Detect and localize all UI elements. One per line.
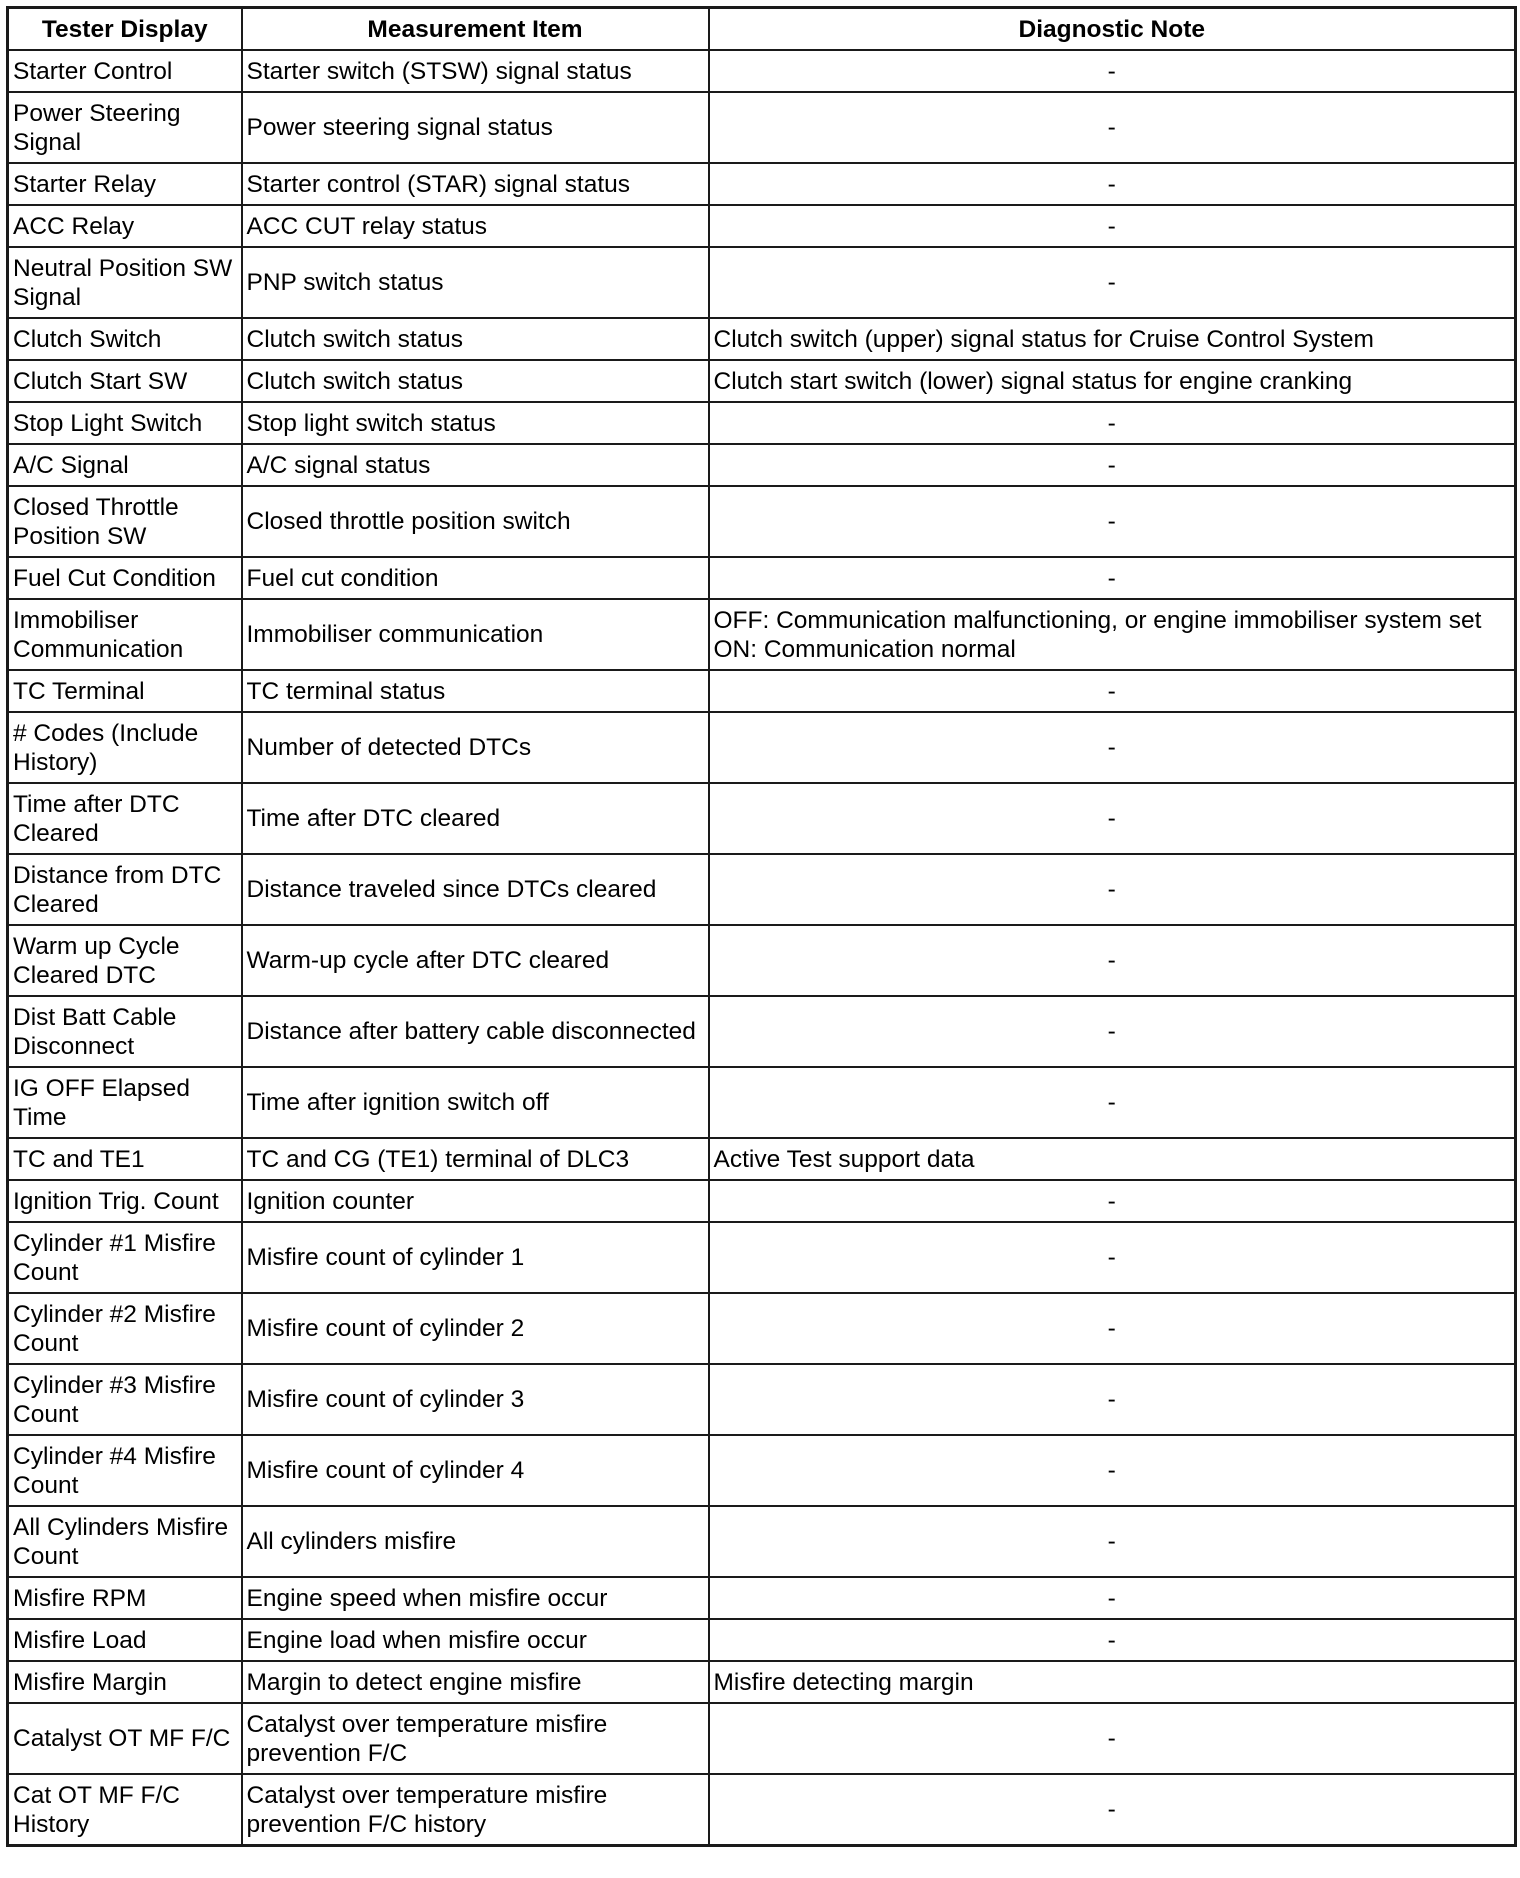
measurement-item-cell: Distance after battery cable disconnected	[242, 996, 709, 1067]
measurement-item-cell: Time after ignition switch off	[242, 1067, 709, 1138]
tester-display-cell: Dist Batt Cable Disconnect	[8, 996, 242, 1067]
tester-display-cell: Cat OT MF F/C History	[8, 1774, 242, 1846]
diagnostic-note-cell: Clutch start switch (lower) signal status for engine cranking	[709, 360, 1516, 402]
table-row	[8, 996, 1516, 1067]
diagnostic-note-cell: Clutch switch (upper) signal status for Cruise Control System	[709, 318, 1516, 360]
diagnostic-note-cell: -	[709, 996, 1516, 1067]
diagnostic-note-cell: -	[709, 783, 1516, 854]
tester-display-cell: Cylinder #4 Misfire Count	[8, 1435, 242, 1506]
diagnostic-note-cell: -	[709, 1435, 1516, 1506]
tester-display-cell: Starter Control	[8, 50, 242, 92]
tester-display-cell: Stop Light Switch	[8, 402, 242, 444]
measurement-item-cell: Catalyst over temperature misfire prevention F/C	[242, 1703, 709, 1774]
table-row	[8, 163, 1516, 205]
table-row	[8, 670, 1516, 712]
diagnostic-note-cell: -	[709, 402, 1516, 444]
measurement-item-cell: All cylinders misfire	[242, 1506, 709, 1577]
tester-display-cell: Cylinder #2 Misfire Count	[8, 1293, 242, 1364]
diagnostic-note-cell: -	[709, 557, 1516, 599]
tester-display-cell: Cylinder #1 Misfire Count	[8, 1222, 242, 1293]
table-row	[8, 205, 1516, 247]
header-tester-display: Tester Display	[8, 8, 242, 51]
data-list-table	[6, 6, 1517, 1847]
tester-display-cell: ACC Relay	[8, 205, 242, 247]
tester-display-cell: IG OFF Elapsed Time	[8, 1067, 242, 1138]
tester-display-cell: Misfire Load	[8, 1619, 242, 1661]
diagnostic-note-cell: -	[709, 205, 1516, 247]
tester-display-cell: Closed Throttle Position SW	[8, 486, 242, 557]
table-row	[8, 1067, 1516, 1138]
tester-display-cell: Warm up Cycle Cleared DTC	[8, 925, 242, 996]
table-row	[8, 1703, 1516, 1774]
diagnostic-note-cell: -	[709, 1293, 1516, 1364]
measurement-item-cell: A/C signal status	[242, 444, 709, 486]
table-row	[8, 50, 1516, 92]
table-row	[8, 318, 1516, 360]
table-row	[8, 783, 1516, 854]
diagnostic-note-cell: -	[709, 1180, 1516, 1222]
document-page	[6, 6, 1514, 1847]
measurement-item-cell: Clutch switch status	[242, 360, 709, 402]
diagnostic-note-cell: -	[709, 247, 1516, 318]
tester-display-cell: Power Steering Signal	[8, 92, 242, 163]
measurement-item-cell: Margin to detect engine misfire	[242, 1661, 709, 1703]
measurement-item-cell: Starter switch (STSW) signal status	[242, 50, 709, 92]
tester-display-cell: Clutch Switch	[8, 318, 242, 360]
table-row	[8, 402, 1516, 444]
tester-display-cell: Ignition Trig. Count	[8, 1180, 242, 1222]
table-row	[8, 360, 1516, 402]
diagnostic-note-cell: -	[709, 1577, 1516, 1619]
measurement-item-cell: PNP switch status	[242, 247, 709, 318]
tester-display-cell: Catalyst OT MF F/C	[8, 1703, 242, 1774]
measurement-item-cell: Clutch switch status	[242, 318, 709, 360]
diagnostic-note-cell: -	[709, 1619, 1516, 1661]
measurement-item-cell: Engine load when misfire occur	[242, 1619, 709, 1661]
tester-display-cell: TC and TE1	[8, 1138, 242, 1180]
tester-display-cell: A/C Signal	[8, 444, 242, 486]
table-row	[8, 1364, 1516, 1435]
table-row	[8, 854, 1516, 925]
measurement-item-cell: Misfire count of cylinder 3	[242, 1364, 709, 1435]
table-row	[8, 444, 1516, 486]
measurement-item-cell: Closed throttle position switch	[242, 486, 709, 557]
header-diagnostic-note: Diagnostic Note	[709, 8, 1516, 51]
table-row	[8, 1293, 1516, 1364]
measurement-item-cell: Time after DTC cleared	[242, 783, 709, 854]
header-measurement-item: Measurement Item	[242, 8, 709, 51]
diagnostic-note-cell: -	[709, 1774, 1516, 1846]
tester-display-cell: Clutch Start SW	[8, 360, 242, 402]
table-row	[8, 557, 1516, 599]
diagnostic-note-cell: Active Test support data	[709, 1138, 1516, 1180]
diagnostic-note-cell: -	[709, 1067, 1516, 1138]
measurement-item-cell: TC and CG (TE1) terminal of DLC3	[242, 1138, 709, 1180]
header-row	[8, 8, 1516, 51]
measurement-item-cell: Distance traveled since DTCs cleared	[242, 854, 709, 925]
tester-display-cell: Distance from DTC Cleared	[8, 854, 242, 925]
measurement-item-cell: Power steering signal status	[242, 92, 709, 163]
measurement-item-cell: Number of detected DTCs	[242, 712, 709, 783]
tester-display-cell: Misfire Margin	[8, 1661, 242, 1703]
tester-display-cell: Misfire RPM	[8, 1577, 242, 1619]
measurement-item-cell: ACC CUT relay status	[242, 205, 709, 247]
table-row	[8, 1138, 1516, 1180]
table-row	[8, 1619, 1516, 1661]
tester-display-cell: All Cylinders Misfire Count	[8, 1506, 242, 1577]
measurement-item-cell: Ignition counter	[242, 1180, 709, 1222]
measurement-item-cell: Fuel cut condition	[242, 557, 709, 599]
diagnostic-note-cell: -	[709, 163, 1516, 205]
diagnostic-note-cell: -	[709, 92, 1516, 163]
diagnostic-note-cell: -	[709, 712, 1516, 783]
tester-display-cell: Fuel Cut Condition	[8, 557, 242, 599]
diagnostic-note-cell: -	[709, 670, 1516, 712]
measurement-item-cell: Stop light switch status	[242, 402, 709, 444]
tester-display-cell: TC Terminal	[8, 670, 242, 712]
tester-display-cell: Cylinder #3 Misfire Count	[8, 1364, 242, 1435]
measurement-item-cell: Catalyst over temperature misfire prevention F/C history	[242, 1774, 709, 1846]
table-row	[8, 712, 1516, 783]
measurement-item-cell: Immobiliser communication	[242, 599, 709, 670]
table-row	[8, 247, 1516, 318]
table-row	[8, 599, 1516, 670]
tester-display-cell: Neutral Position SW Signal	[8, 247, 242, 318]
diagnostic-note-cell: -	[709, 50, 1516, 92]
diagnostic-note-cell: -	[709, 1222, 1516, 1293]
table-row	[8, 92, 1516, 163]
diagnostic-note-cell: -	[709, 925, 1516, 996]
diagnostic-note-cell: -	[709, 1364, 1516, 1435]
measurement-item-cell: TC terminal status	[242, 670, 709, 712]
measurement-item-cell: Misfire count of cylinder 1	[242, 1222, 709, 1293]
table-row	[8, 486, 1516, 557]
measurement-item-cell: Misfire count of cylinder 4	[242, 1435, 709, 1506]
table-row	[8, 1506, 1516, 1577]
table-row	[8, 1435, 1516, 1506]
tester-display-cell: # Codes (Include History)	[8, 712, 242, 783]
diagnostic-note-cell: -	[709, 1703, 1516, 1774]
tester-display-cell: Starter Relay	[8, 163, 242, 205]
measurement-item-cell: Warm-up cycle after DTC cleared	[242, 925, 709, 996]
diagnostic-note-cell: -	[709, 486, 1516, 557]
tester-display-cell: Time after DTC Cleared	[8, 783, 242, 854]
diagnostic-note-cell: -	[709, 854, 1516, 925]
tester-display-cell: Immobiliser Communication	[8, 599, 242, 670]
table-row	[8, 925, 1516, 996]
diagnostic-note-cell: Misfire detecting margin	[709, 1661, 1516, 1703]
table-body	[8, 50, 1516, 1846]
measurement-item-cell: Misfire count of cylinder 2	[242, 1293, 709, 1364]
diagnostic-note-cell: OFF: Communication malfunctioning, or engine immobiliser system set ON: Communication normal	[709, 599, 1516, 670]
diagnostic-note-cell: -	[709, 444, 1516, 486]
measurement-item-cell: Starter control (STAR) signal status	[242, 163, 709, 205]
table-row	[8, 1180, 1516, 1222]
table-row	[8, 1661, 1516, 1703]
table-row	[8, 1577, 1516, 1619]
table-row	[8, 1222, 1516, 1293]
measurement-item-cell: Engine speed when misfire occur	[242, 1577, 709, 1619]
diagnostic-note-cell: -	[709, 1506, 1516, 1577]
table-row	[8, 1774, 1516, 1846]
